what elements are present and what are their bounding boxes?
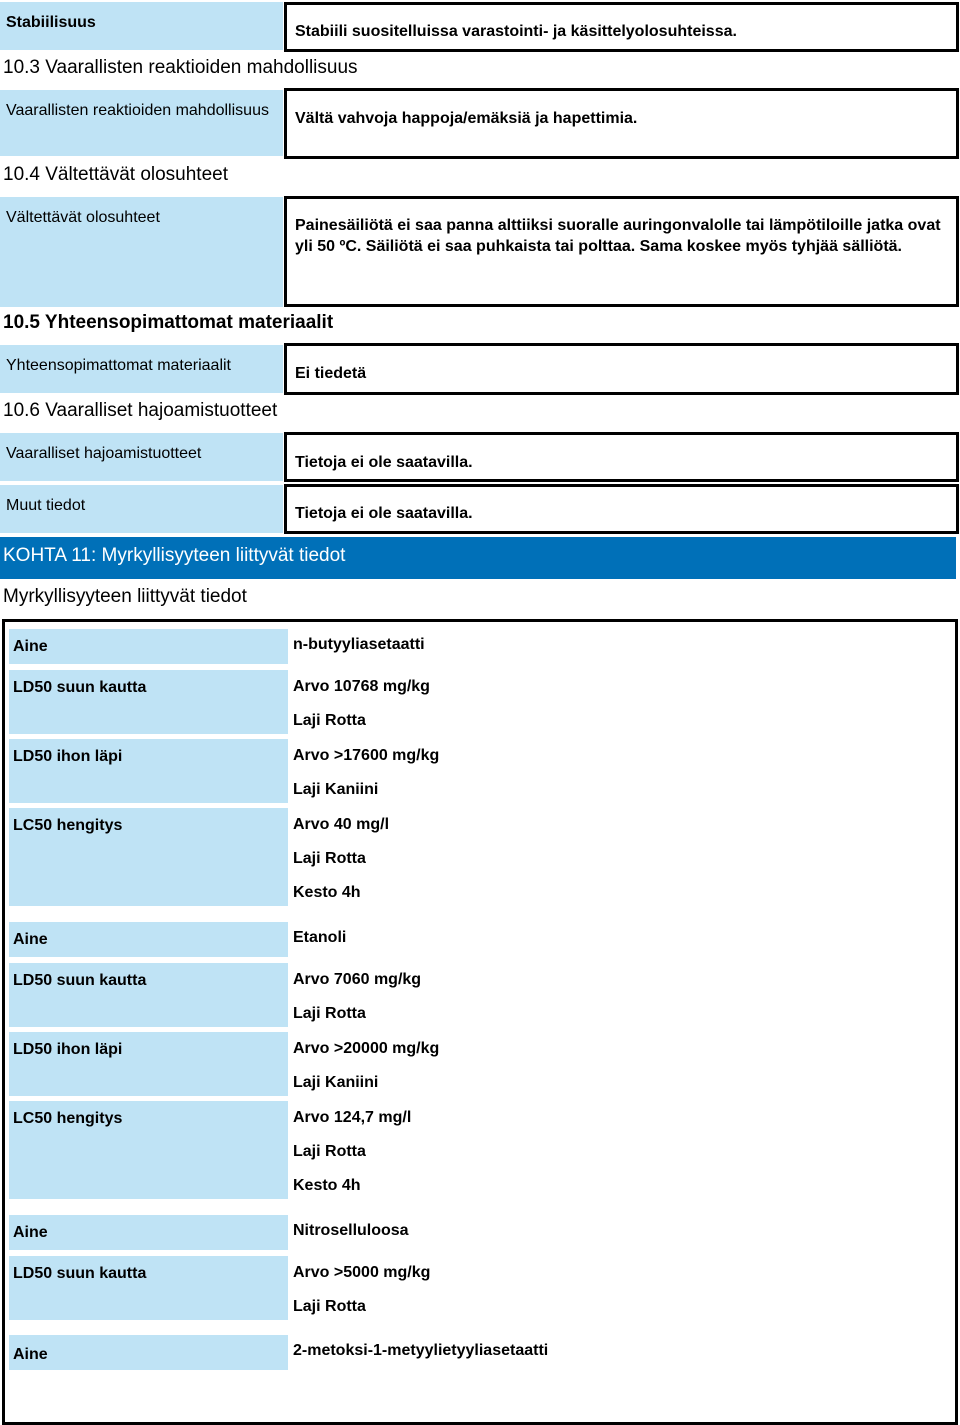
tox-label-lc50-2: LC50 hengitys — [9, 1101, 288, 1199]
tox-heading: Myrkyllisyyteen liittyvät tiedot — [3, 586, 247, 607]
tox-value-ld50-oral-3-arvo: Arvo >5000 mg/kg — [293, 1264, 431, 1281]
tox-label-ld50-dermal-1: LD50 ihon läpi — [9, 739, 288, 803]
tox-value-aine-1: n-butyyliasetaatti — [293, 636, 425, 653]
tox-value-ld50-dermal-2-laji: Laji Kaniini — [293, 1074, 379, 1091]
tox-value-lc50-2-arvo: Arvo 124,7 mg/l — [293, 1109, 412, 1126]
tox-value-ld50-dermal-1-laji: Laji Kaniini — [293, 781, 379, 798]
section-10-5-heading: 10.5 Yhteensopimattomat materiaalit — [3, 312, 334, 333]
section-10-4-heading: 10.4 Vältettävät olosuhteet — [3, 164, 228, 185]
yhteensopimattomat-label: Yhteensopimattomat materiaalit — [0, 345, 283, 393]
tox-label-aine-3: Aine — [9, 1215, 288, 1250]
tox-value-lc50-2-laji: Laji Rotta — [293, 1143, 366, 1160]
tox-label-aine-1: Aine — [9, 629, 288, 664]
stabiilisuus-label: Stabiilisuus — [0, 2, 283, 50]
tox-value-aine-3: Nitroselluloosa — [293, 1222, 409, 1239]
hajoamistuotteet-value: Tietoja ei ole saatavilla. — [284, 432, 959, 482]
yhteensopimattomat-value: Ei tiedetä — [284, 343, 959, 395]
tox-label-aine-4: Aine — [9, 1335, 288, 1370]
tox-label-ld50-oral-2: LD50 suun kautta — [9, 963, 288, 1027]
vaarallisten-value: Vältä vahvoja happoja/emäksiä ja hapettimia. — [284, 88, 959, 159]
tox-value-ld50-dermal-1-arvo: Arvo >17600 mg/kg — [293, 747, 440, 764]
section-10-3-heading: 10.3 Vaarallisten reaktioiden mahdollisuus — [3, 57, 358, 78]
vaarallisten-label: Vaarallisten reaktioiden mahdollisuus — [0, 90, 283, 156]
tox-value-lc50-1-laji: Laji Rotta — [293, 850, 366, 867]
tox-value-ld50-oral-2-arvo: Arvo 7060 mg/kg — [293, 971, 422, 988]
tox-value-ld50-oral-3-laji: Laji Rotta — [293, 1298, 366, 1315]
tox-value-ld50-oral-2-laji: Laji Rotta — [293, 1005, 366, 1022]
section-10-6-heading: 10.6 Vaaralliset hajoamistuotteet — [3, 400, 278, 421]
tox-value-aine-2: Etanoli — [293, 929, 347, 946]
kohta-11-banner: KOHTA 11: Myrkyllisyyteen liittyvät tiedot — [0, 537, 956, 579]
tox-value-lc50-2-kesto: Kesto 4h — [293, 1177, 361, 1194]
hajoamistuotteet-label: Vaaralliset hajoamistuotteet — [0, 433, 283, 481]
tox-value-lc50-1-arvo: Arvo 40 mg/l — [293, 816, 390, 833]
tox-value-aine-4: 2-metoksi-1-metyylietyyliasetaatti — [293, 1342, 549, 1359]
tox-value-ld50-oral-1-arvo: Arvo 10768 mg/kg — [293, 678, 430, 695]
tox-label-ld50-oral-1: LD50 suun kautta — [9, 670, 288, 734]
valtettavat-value: Painesäiliötä ei saa panna alttiiksi suoralle auringonvalolle tai lämpötiloille jatka ovat yli 50 ºC. Säiliötä ei saa puhkaista tai polttaa. Sama koskee myös tyhjää sälliötä. — [284, 196, 959, 307]
stabiilisuus-value: Stabiili suositelluissa varastointi- ja käsittelyolosuhteissa. — [284, 2, 959, 52]
tox-label-lc50-1: LC50 hengitys — [9, 808, 288, 906]
valtettavat-label: Vältettävät olosuhteet — [0, 197, 283, 307]
tox-label-ld50-dermal-2: LD50 ihon läpi — [9, 1032, 288, 1096]
muut-label: Muut tiedot — [0, 485, 283, 533]
tox-label-ld50-oral-3: LD50 suun kautta — [9, 1256, 288, 1320]
tox-value-ld50-oral-1-laji: Laji Rotta — [293, 712, 366, 729]
tox-label-aine-2: Aine — [9, 922, 288, 957]
tox-value-lc50-1-kesto: Kesto 4h — [293, 884, 361, 901]
muut-value: Tietoja ei ole saatavilla. — [284, 484, 959, 534]
tox-value-ld50-dermal-2-arvo: Arvo >20000 mg/kg — [293, 1040, 440, 1057]
